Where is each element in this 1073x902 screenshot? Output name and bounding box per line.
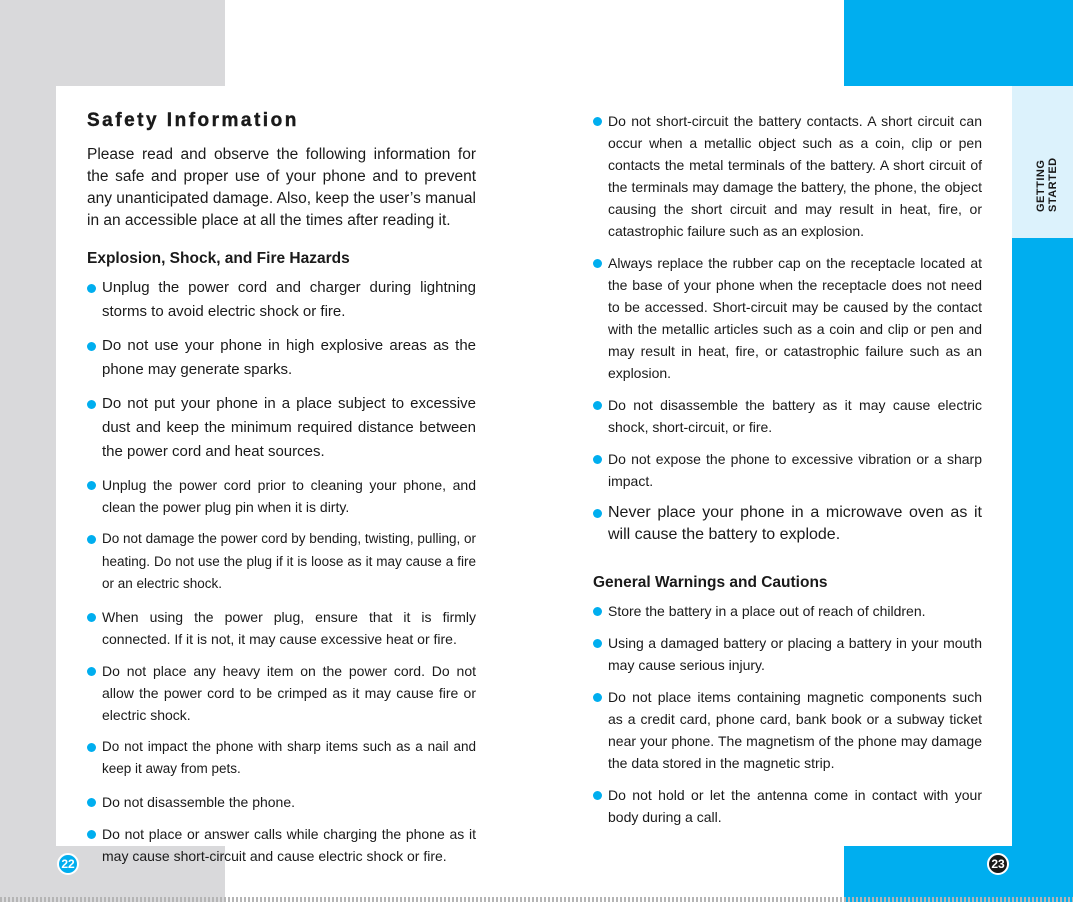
- list-item: Do not use your phone in high explosive areas as the phone may generate sparks.: [87, 334, 476, 382]
- list-item: Unplug the power cord and charger during lightning storms to avoid electric shock or fire.: [87, 276, 476, 324]
- bullet-icon: [593, 607, 602, 616]
- bullet-icon: [87, 342, 96, 351]
- bullet-icon: [87, 798, 96, 807]
- bottom-edge-dots: [0, 897, 1073, 902]
- list-item: Do not expose the phone to excessive vibration or a sharp impact.: [593, 448, 982, 492]
- page-number-right: 23: [987, 853, 1009, 875]
- list-item: Do not short-circuit the battery contacts. A short circuit can occur when a metallic object such as a coin, clip or pen contacts the metal terminals of the battery. A short circuit of the terminals may damage the battery, the phone, the object causing the short circuit and may result in heat, fire, or catastrophic failure such as an explosion.: [593, 110, 982, 242]
- section-tab-label: GETTING STARTED: [1035, 157, 1059, 212]
- bullet-icon: [87, 535, 96, 544]
- warnings-list: [593, 600, 982, 828]
- list-item: Do not impact the phone with sharp items such as a nail and keep it away from pets.: [87, 736, 476, 781]
- list-item: Do not disassemble the battery as it may cause electric shock, short-circuit, or fire.: [593, 394, 982, 438]
- battery-list: [593, 110, 982, 384]
- bullet-icon: [87, 830, 96, 839]
- page-title: Safety Information: [87, 110, 299, 131]
- list-item: Do not hold or let the antenna come in contact with your body during a call.: [593, 784, 982, 828]
- bullet-icon: [87, 400, 96, 409]
- bullet-icon: [87, 667, 96, 676]
- bullet-icon: [87, 613, 96, 622]
- list-item: Using a damaged battery or placing a battery in your mouth may cause serious injury.: [593, 632, 982, 676]
- bullet-icon: [593, 791, 602, 800]
- list-item: Do not disassemble the phone.: [87, 791, 476, 813]
- bullet-icon: [593, 693, 602, 702]
- list-item: Do not place items containing magnetic components such as a credit card, phone card, bank book or a subway ticket near your phone. The magnetism of the phone may damage the data stored in the magnetic strip.: [593, 686, 982, 774]
- list-item: Always replace the rubber cap on the receptacle located at the base of your phone when the receptacle does not need to be accessed. Short-circuit may be caused by the contact with the metallic articles such as a coin and clip or pen and may result in heat, fire, or catastrophic failure such as an explosion.: [593, 252, 982, 384]
- section-heading-hazards: Explosion, Shock, and Fire Hazards: [87, 250, 350, 267]
- page-number-left: 22: [57, 853, 79, 875]
- list-item: When using the power plug, ensure that it is firmly connected. If it is not, it may cause excessive heat or fire.: [87, 606, 476, 650]
- list-item: Do not damage the power cord by bending, twisting, pulling, or heating. Do not use the plug if it is loose as it may cause a fire or an electric shock.: [87, 528, 476, 596]
- bullet-icon: [87, 743, 96, 752]
- list-item: Store the battery in a place out of reach of children.: [593, 600, 982, 622]
- list-item: Do not place or answer calls while charging the phone as it may cause short-circuit and cause electric shock or fire.: [87, 823, 476, 867]
- right-column: [593, 110, 982, 838]
- section-heading-warnings: General Warnings and Cautions: [593, 574, 828, 591]
- hazards-list: [87, 276, 476, 867]
- bullet-icon: [593, 117, 602, 126]
- list-item: Never place your phone in a microwave oven as it will cause the battery to explode.: [593, 502, 982, 546]
- intro-paragraph: Please read and observe the following information for the safe and proper use of your phone and to prevent any unanticipated damage. Also, keep the user’s manual in an accessible place at all the times after reading it.: [87, 146, 476, 229]
- list-item: Unplug the power cord prior to cleaning your phone, and clean the power plug pin when it is dirty.: [87, 474, 476, 518]
- bullet-icon: [593, 509, 602, 518]
- list-item: Do not place any heavy item on the power cord. Do not allow the power cord to be crimped as it may cause fire or electric shock.: [87, 660, 476, 726]
- list-item: Do not put your phone in a place subject to excessive dust and keep the minimum required distance between the power cord and heat sources.: [87, 392, 476, 464]
- bullet-icon: [593, 639, 602, 648]
- bullet-icon: [87, 481, 96, 490]
- bullet-icon: [87, 284, 96, 293]
- left-column: [87, 110, 476, 877]
- bullet-icon: [593, 401, 602, 410]
- bullet-icon: [593, 455, 602, 464]
- bullet-icon: [593, 259, 602, 268]
- battery-list-continued: [593, 394, 982, 546]
